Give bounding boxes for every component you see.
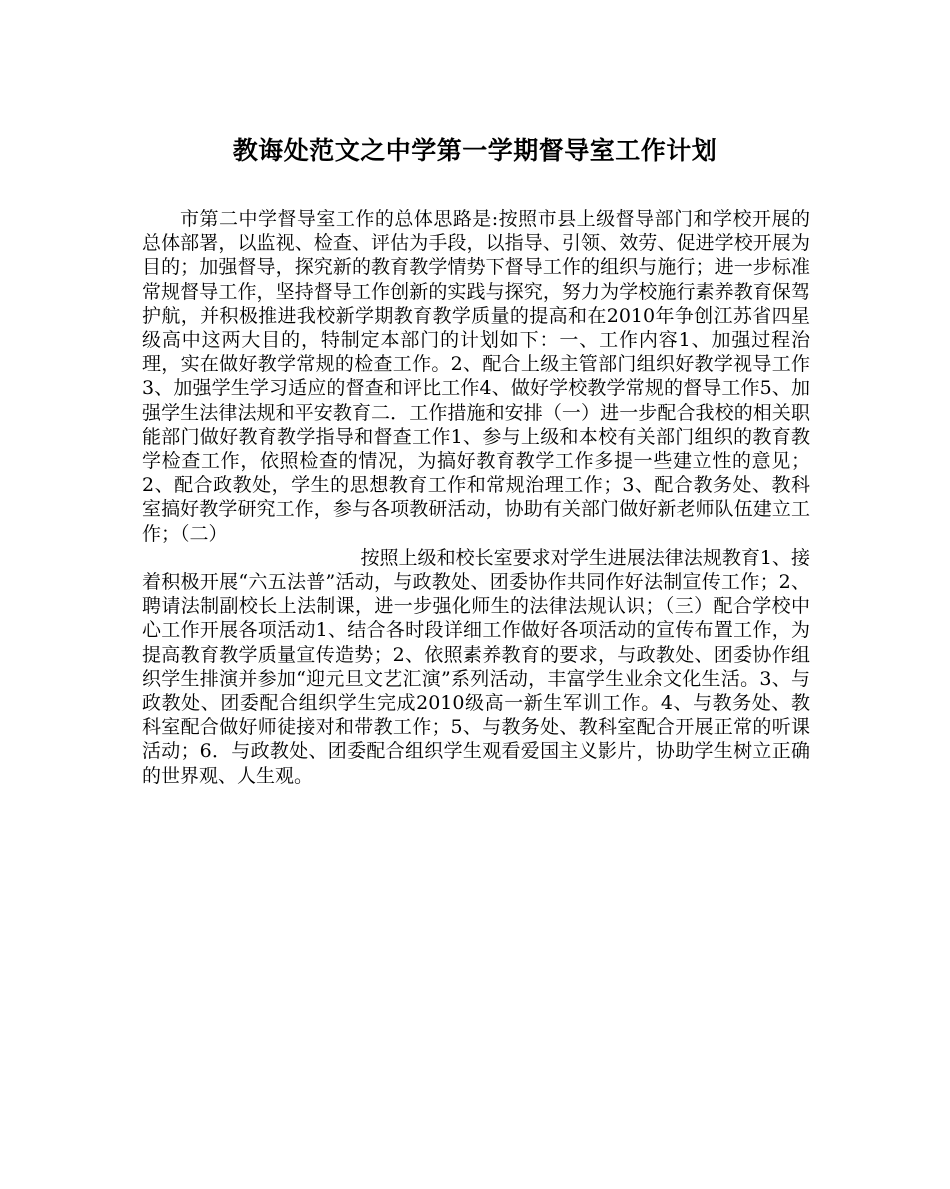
body-paragraph-1: 市第二中学督导室工作的总体思路是:按照市县上级督导部门和学校开展的总体部署，以监视、检查、评估为手段，以指导、引领、效劳、促进学校开展为目的；加强督导，探究新的教育教学情势下督导工作的组织与施行；进一步标准常规督导工作，坚持督导工作创新的实践与探究，努力为学校施行素养教育保驾护航，并积极推进我校新学期教育教学质量的提高和在2010年争创江苏省四星级高中这两大目的，特制定本部门的计划如下：一、工作内容1、加强过程治理，实在做好教学常规的检查工作。2、配合上级主管部门组织好教学视导工作3、加强学生学习适应的督查和评比工作4、做好学校教学常规的督导工作5、加强学生法律法规和平安教育二．工作措施和安排（一）进一步配合我校的相关职能部门做好教育教学指导和督查工作1、参与上级和本校有关部门组织的教育教学检查工作，依照检查的情况，为搞好教育教学工作多提一些建立性的意见；2、配合政教处，学生的思想教育工作和常规治理工作；3、配合教务处、教科室搞好教学研究工作，参与各项教研活动，协助有关部门做好新老师队伍建立工作；（二） [142,208,810,545]
document-body [142,207,810,788]
body-paragraph-2: 按照上级和校长室要求对学生进展法律法规教育1、接着积极开展“六五法普”活动，与政教处、团委协作共同作好法制宣传工作；2、聘请法制副校长上法制课，进一步强化师生的法律法规认识；（三）配合学校中心工作开展各项活动1、结合各时段详细工作做好各项活动的宣传布置工作，为提高教育教学质量宣传造势；2、依照素养教育的要求，与政教处、团委协作组织学生排演并参加“迎元旦文艺汇演”系列活动，丰富学生业余文化生活。3、与政教处、团委配合组织学生完成2010级高一新生军训工作。4、与教务处、教科室配合做好师徒接对和带教工作；5、与教务处、教科室配合开展正常的听课活动；6．与政教处、团委配合组织学生观看爱国主义影片，协助学生树立正确的世界观、人生观。 [142,546,810,787]
document-title: 教诲处范文之中学第一学期督导室工作计划 [232,136,718,165]
